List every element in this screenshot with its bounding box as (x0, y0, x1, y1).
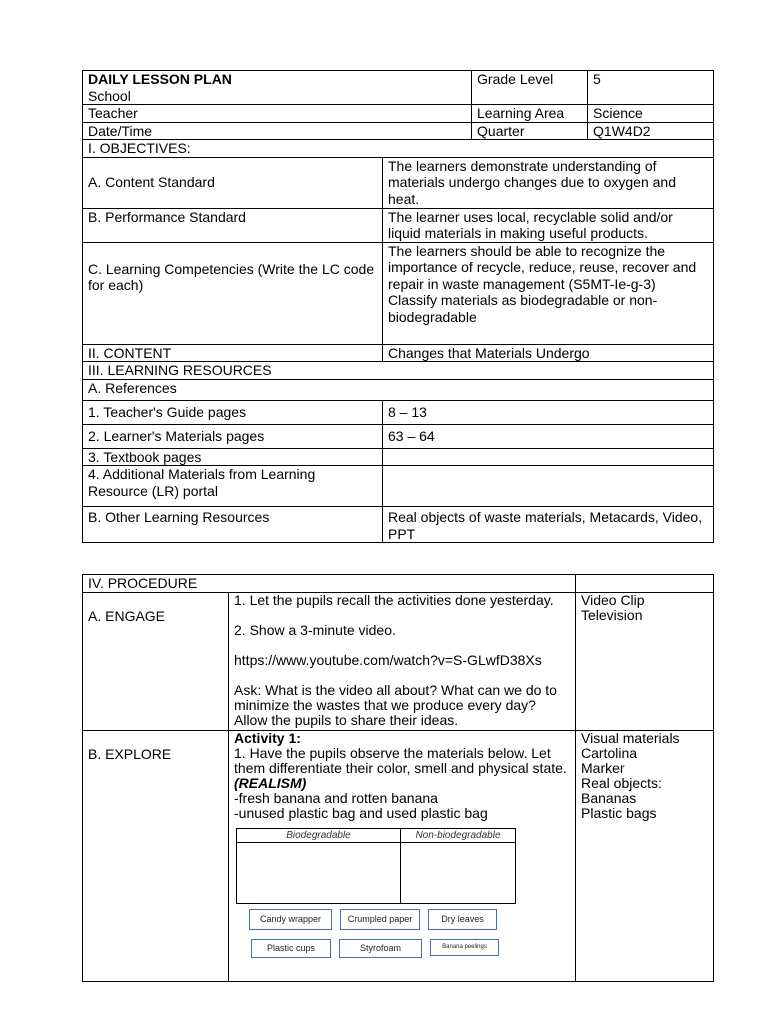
explore-material-item: Marker (581, 759, 625, 776)
learning-area-value: Science (588, 105, 714, 123)
explore-material-item: Bananas (581, 789, 637, 806)
explore-label: B. EXPLORE (88, 745, 172, 762)
explore-material-item: Cartolina (581, 744, 638, 761)
explore-material-item: Plastic bags (581, 804, 657, 821)
performance-standard-value: The learner uses local, recyclable solid and/or liquid materials in making useful products. (383, 208, 714, 242)
material-card: Candy wrapper (249, 909, 332, 930)
material-card: Styrofoam (339, 939, 422, 958)
explore-material-item: Real objects: (581, 774, 662, 791)
lesson-plan-table (82, 70, 714, 543)
explore-item-1: -fresh banana and rotten banana (234, 789, 438, 806)
engage-body (229, 592, 576, 730)
references-label: A. References (83, 379, 714, 400)
datetime-label: Date/Time (83, 122, 472, 140)
procedure-heading: IV. PROCEDURE (83, 575, 576, 593)
material-card: Dry leaves (428, 909, 497, 930)
competencies-value-2: Classify materials as biodegradable or non-biodegradable (388, 292, 658, 325)
content-value: Changes that Materials Undergo (383, 344, 714, 362)
engage-step-1: 1. Let the pupils recall the activities done yesterday. (234, 592, 554, 608)
engage-material-item: Television (581, 606, 643, 623)
additional-materials-label: 4. Additional Materials from Learning Resource (LR) portal (83, 466, 383, 507)
teachers-guide-value: 8 – 13 (383, 400, 714, 424)
content-standard-value: The learners demonstrate understanding of materials undergo changes due to oxygen and heat. (383, 157, 714, 208)
teachers-guide-label: 1. Teacher's Guide pages (83, 400, 383, 424)
engage-material-item: Video Clip (581, 592, 645, 608)
competencies-label-text: C. Learning Competencies (Write the LC code for each) (88, 260, 375, 293)
school-label: School (88, 87, 131, 104)
quarter-value: Q1W4D2 (588, 122, 714, 140)
teacher-label: Teacher (83, 105, 472, 123)
learners-materials-value: 63 – 64 (383, 424, 714, 448)
material-card: Banana peelings (430, 939, 499, 956)
grade-level-value: 5 (588, 71, 714, 105)
other-resources-value: Real objects of waste materials, Metacards, Video, PPT (383, 507, 714, 543)
textbook-value (383, 448, 714, 466)
objectives-heading: I. OBJECTIVES: (83, 140, 714, 158)
activity-title: Activity 1: (234, 730, 301, 746)
engage-label: A. ENGAGE (88, 607, 166, 624)
content-standard-label: A. Content Standard (83, 157, 383, 208)
biodegradable-header: Biodegradable (237, 829, 400, 843)
explore-item-2: -unused plastic bag and used plastic bag (234, 804, 488, 821)
additional-materials-value (383, 466, 714, 507)
competencies-value-cell (383, 242, 714, 344)
quarter-label: Quarter (472, 122, 588, 140)
title-school-cell (83, 71, 472, 105)
engage-step-2: 2. Show a 3-minute video. (234, 621, 396, 638)
content-heading: II. CONTENT (83, 344, 383, 362)
learning-area-label: Learning Area (472, 105, 588, 123)
material-card: Crumpled paper (340, 909, 420, 930)
realism-tag: (REALISM) (234, 774, 307, 791)
explore-materials (576, 730, 714, 981)
learners-materials-label: 2. Learner's Materials pages (83, 424, 383, 448)
engage-ask: Ask: What is the video all about? What can we do to minimize the wastes that we produce every day? Allow the pupils to share their ideas. (234, 681, 557, 728)
explore-label-cell (83, 730, 229, 981)
engage-label-cell (83, 592, 229, 730)
grade-level-label: Grade Level (472, 71, 588, 105)
textbook-label: 3. Textbook pages (83, 448, 383, 466)
column-divider (400, 829, 401, 903)
explore-material-item: Visual materials (581, 730, 680, 746)
competencies-label (83, 242, 383, 344)
resources-heading: III. LEARNING RESOURCES (83, 362, 714, 380)
explore-step-1-text: 1. Have the pupils observe the materials below. Let them differentiate their color, smell and physical state. (234, 744, 567, 776)
other-resources-label: B. Other Learning Resources (83, 507, 383, 543)
competencies-value-1: The learners should be able to recognize the importance of recycle, reduce, reuse, recover and repair in waste management (S5MT-Ie-g-3) (388, 242, 697, 292)
engage-materials (576, 592, 714, 730)
non-biodegradable-header: Non-biodegradable (401, 829, 515, 843)
engage-video-link[interactable]: https://www.youtube.com/watch?v=S-GLwfD38Xs (234, 651, 542, 668)
material-card: Plastic cups (251, 939, 331, 958)
explore-step-1 (234, 746, 570, 791)
page-title: DAILY LESSON PLAN (88, 71, 232, 87)
procedure-heading-blank (576, 575, 714, 593)
sorting-chart (236, 828, 516, 904)
performance-standard-label: B. Performance Standard (83, 208, 383, 242)
